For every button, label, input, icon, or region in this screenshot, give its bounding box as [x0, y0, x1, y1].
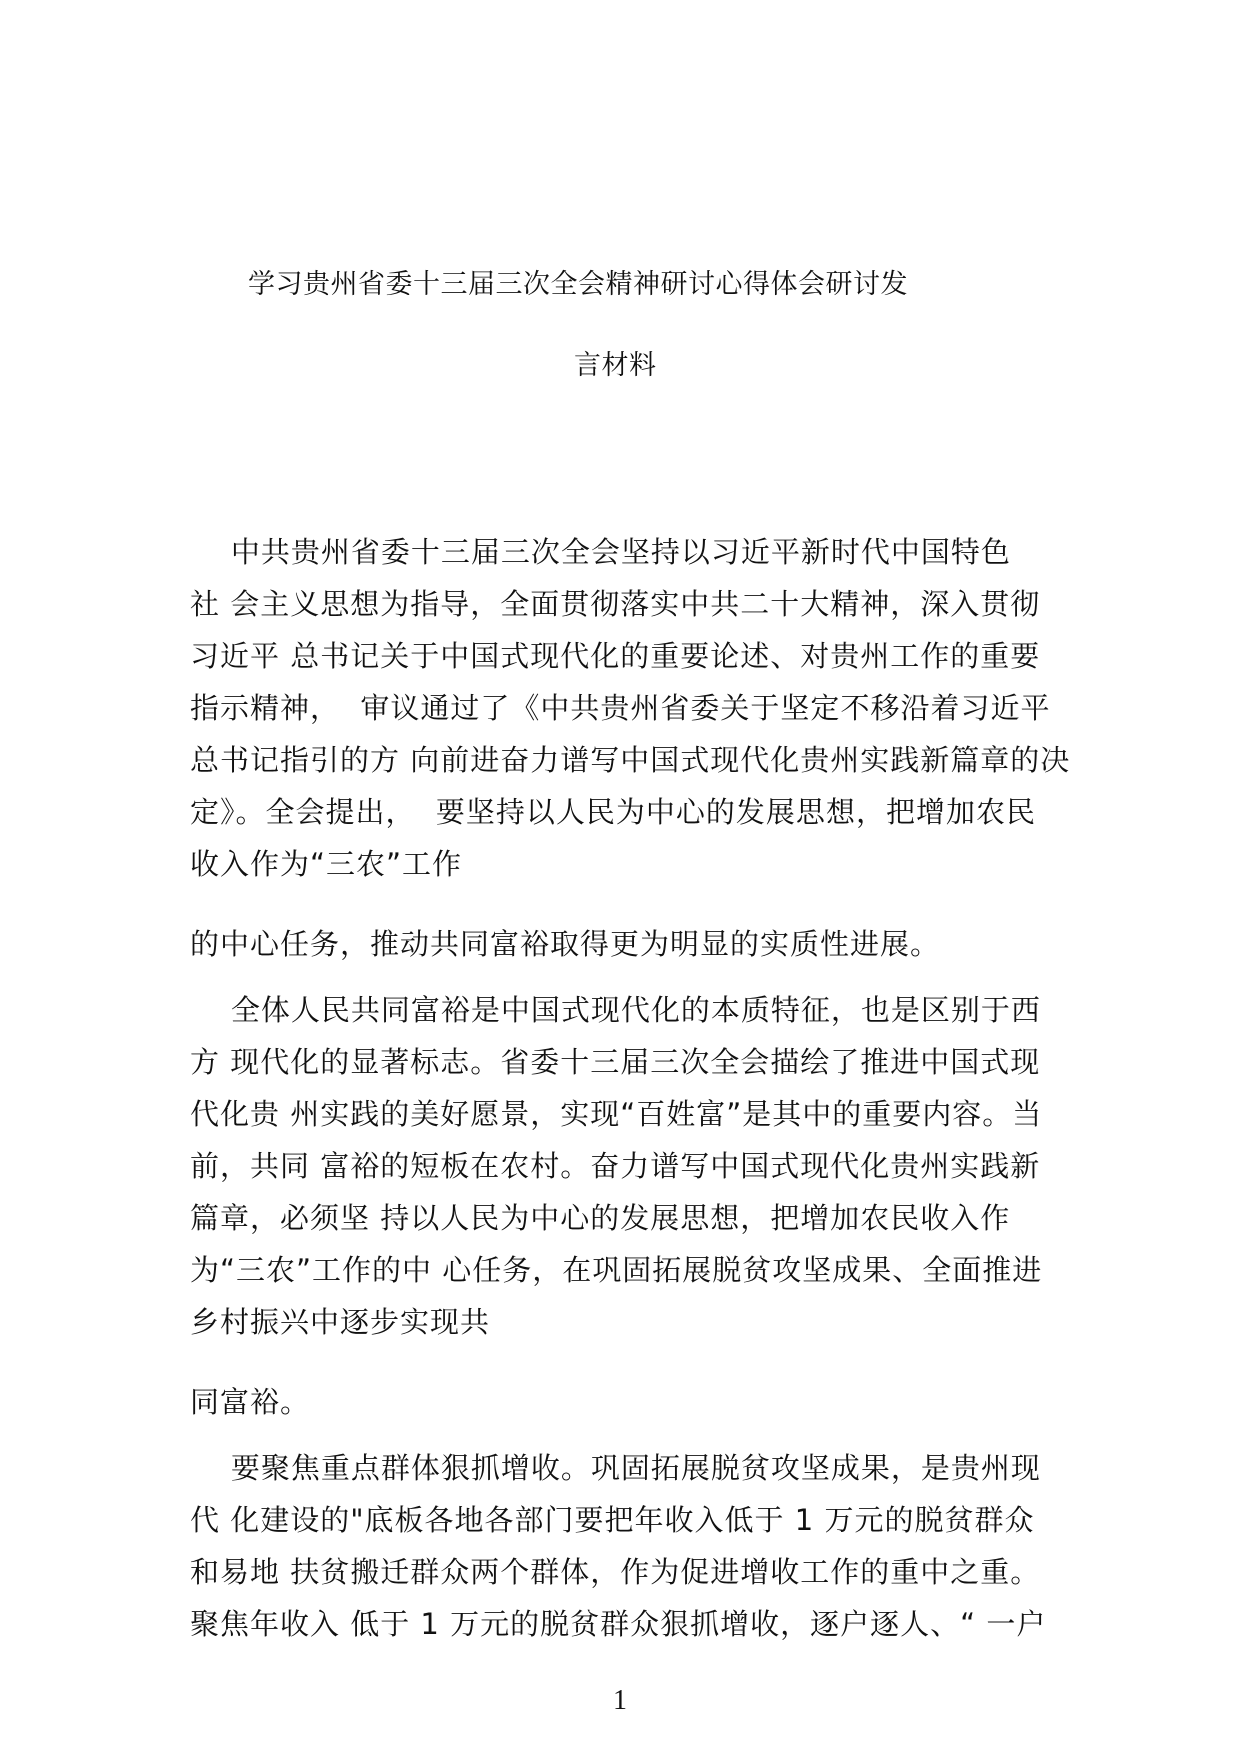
body-line: 为“三农”工作的中 心任务，在巩固拓展脱贫攻坚成果、全面推进: [190, 1253, 1043, 1287]
body-line: 收入作为“三农”工作: [190, 847, 463, 881]
body-line: 定》。全会提出， 要坚持以人民为中心的发展思想，把增加农民: [190, 795, 1036, 829]
body-line: 代 化建设的"底板各地各部门要把年收入低于 1 万元的脱贫群众: [190, 1503, 1035, 1537]
body-line: 社 会主义思想为指导，全面贯彻落实中共二十大精神，深入贯彻: [190, 587, 1041, 621]
page-number: 1: [613, 1685, 627, 1716]
body-line: 和易地 扶贫搬迁群众两个群体，作为促进增收工作的重中之重。: [190, 1555, 1041, 1589]
body-line: 习近平 总书记关于中国式现代化的重要论述、对贵州工作的重要: [190, 639, 1041, 673]
body-line: 要聚焦重点群体狠抓增收。巩固拓展脱贫攻坚成果，是贵州现: [190, 1451, 1041, 1485]
document-title-line-1: 学习贵州省委十三届三次全会精神研讨心得体会研讨发: [248, 269, 908, 300]
body-line: 全体人民共同富裕是中国式现代化的本质特征，也是区别于西: [190, 993, 1041, 1027]
body-line: 方 现代化的显著标志。省委十三届三次全会描绘了推进中国式现: [190, 1045, 1041, 1079]
body-line: 前，共同 富裕的短板在农村。奋力谱写中国式现代化贵州实践新: [190, 1149, 1041, 1183]
body-line: 同富裕。: [190, 1385, 311, 1419]
body-line: 篇章，必须坚 持以人民为中心的发展思想，把增加农民收入作: [190, 1201, 1011, 1235]
body-line: 总书记指引的方 向前进奋力谱写中国式现代化贵州实践新篇章的决: [190, 743, 1071, 777]
body-line: 指示精神， 审议通过了《中共贵州省委关于坚定不移沿着习近平: [190, 691, 1051, 725]
document-title-line-2: 言材料: [574, 350, 657, 381]
body-line: 的中心任务，推动共同富裕取得更为明显的实质性进展。: [190, 927, 941, 961]
body-line: 聚焦年收入 低于 1 万元的脱贫群众狠抓增收，逐户逐人、“ 一户: [190, 1607, 1047, 1641]
body-line: 代化贵 州实践的美好愿景，实现“百姓富”是其中的重要内容。当: [190, 1097, 1043, 1131]
body-line: 中共贵州省委十三届三次全会坚持以习近平新时代中国特色: [190, 535, 1011, 569]
body-line: 乡村振兴中逐步实现共: [190, 1305, 491, 1339]
